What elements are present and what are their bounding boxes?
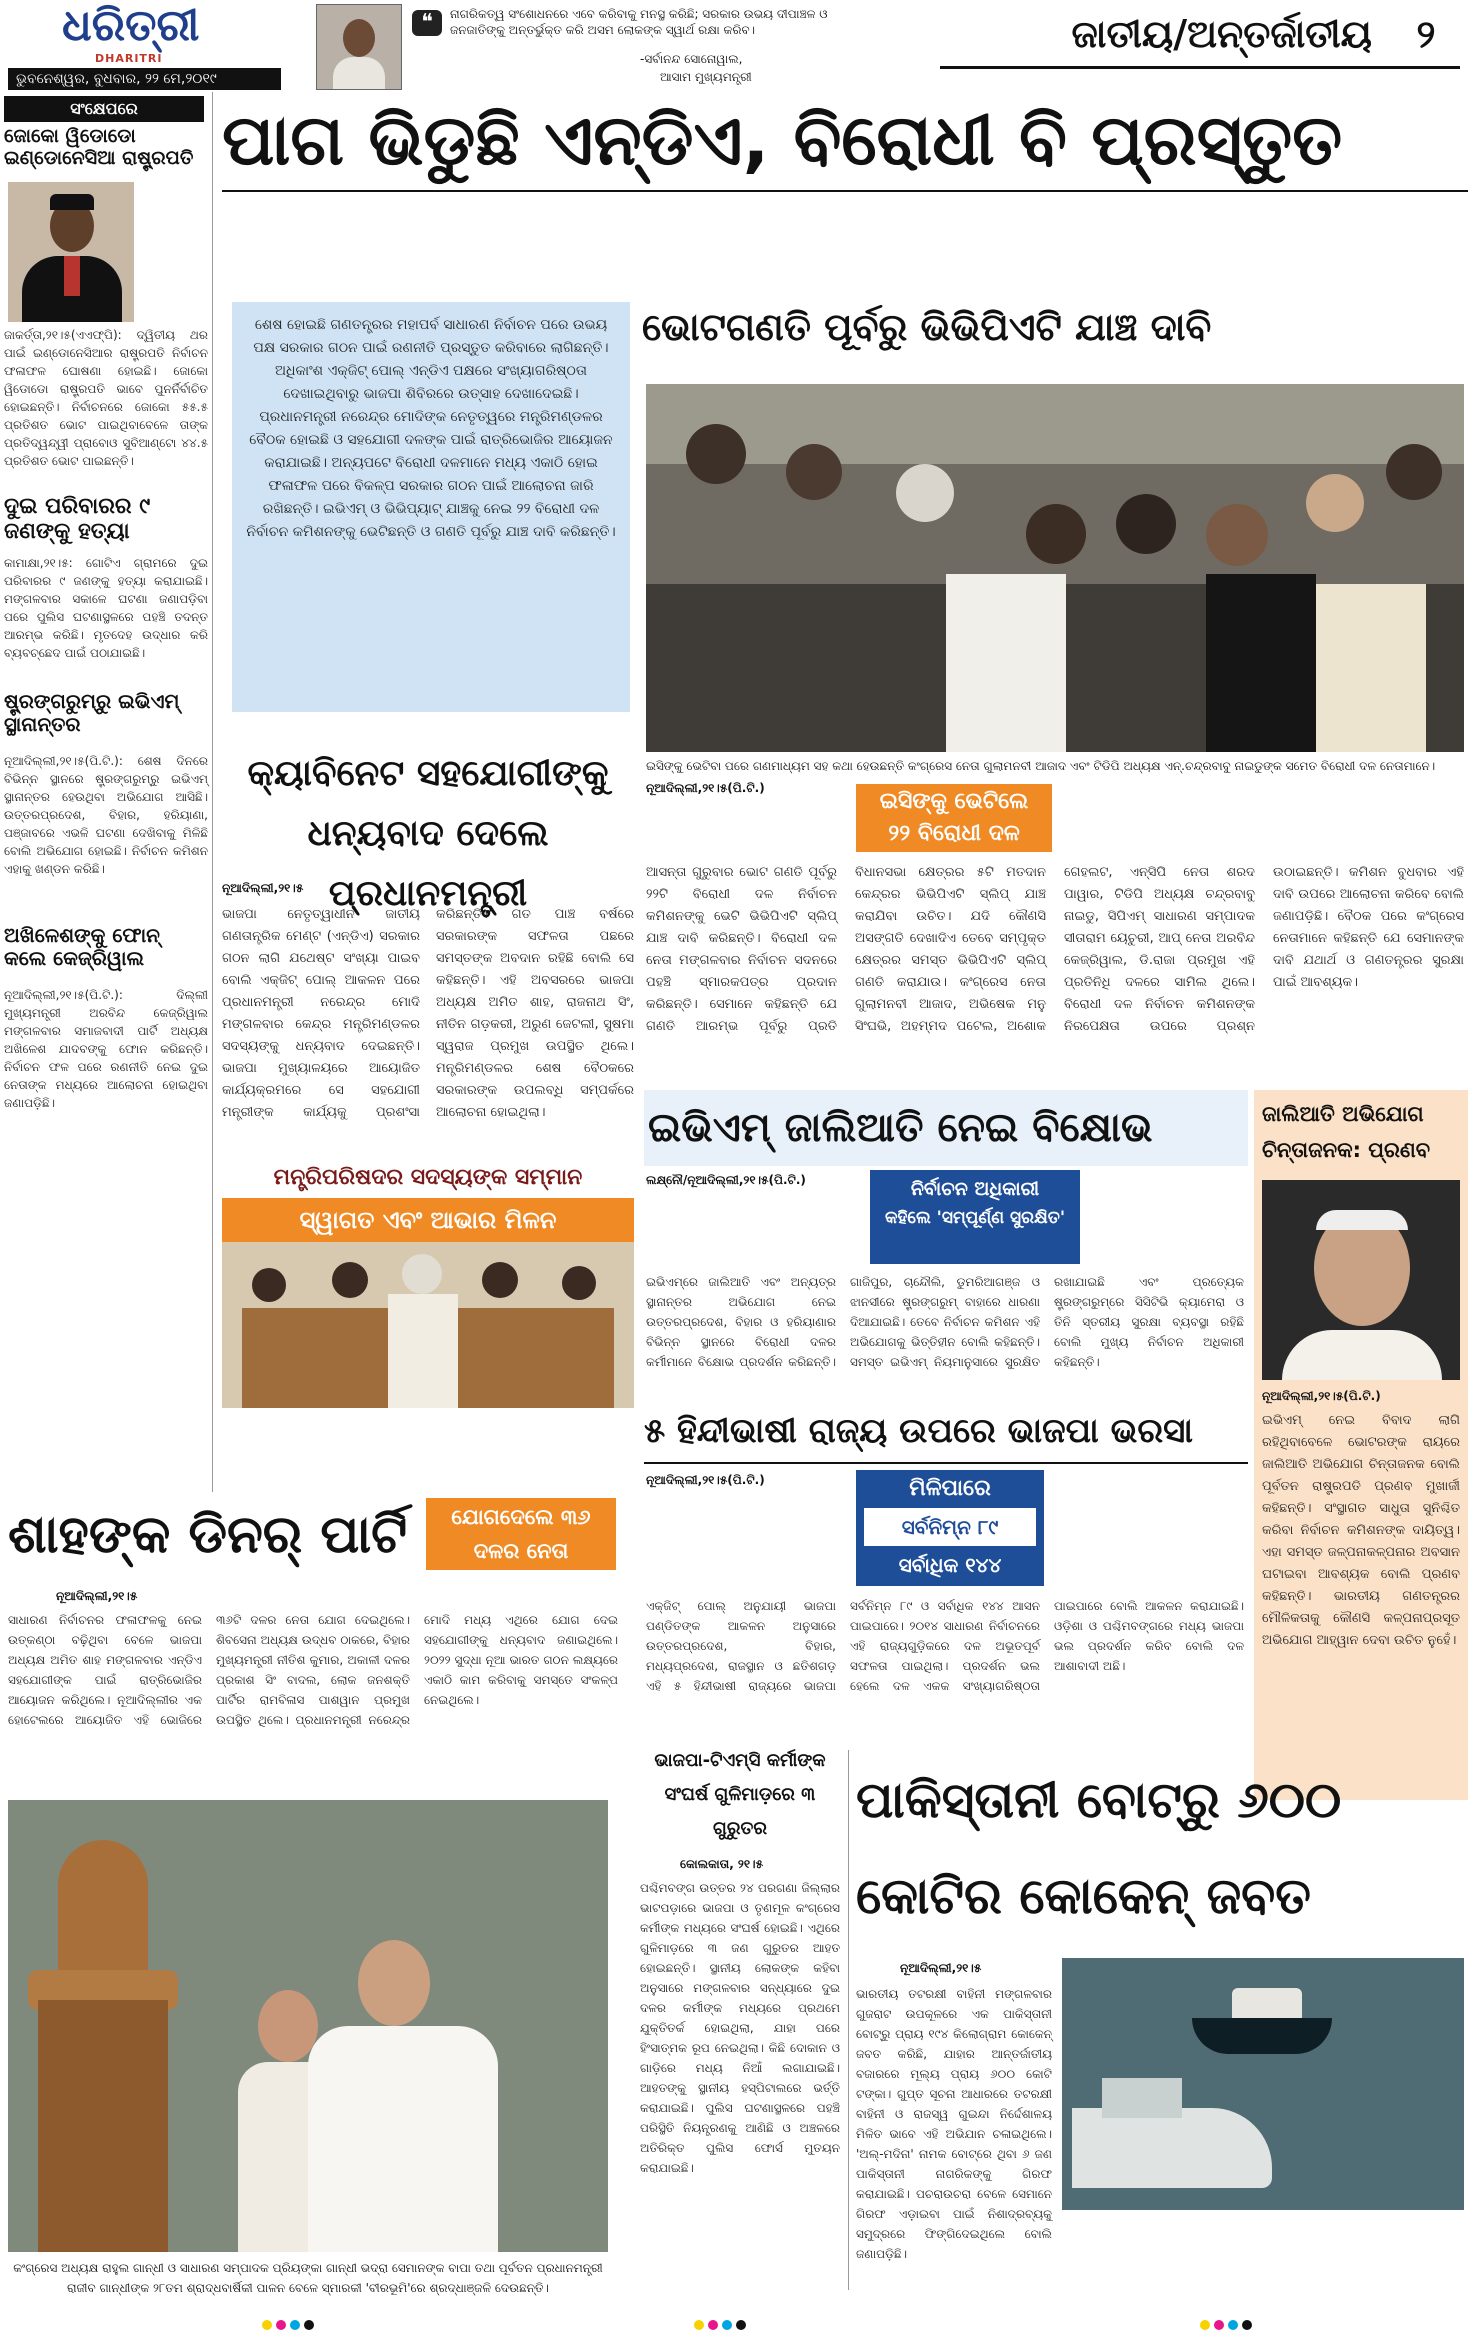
briefs-label: ସଂକ୍ଷେପରେ [4, 96, 204, 122]
jokowi-photo [8, 182, 134, 322]
hindi-tag-line-2: ସର୍ବନିମ୍ନ ୮୯ [864, 1508, 1036, 1546]
cocaine-body: ଭାରତୀୟ ତଟରକ୍ଷୀ ବାହିନୀ ମଙ୍ଗଳବାର ଗୁଜରାଟ ଉପକୂଳରେ ଏକ ପାକିସ୍ତାନୀ ବୋଟ୍‌ରୁ ପ୍ରାୟ ୧୯୪ କିଲୋଗ୍ରାମ କୋକେନ୍‌ ଜବତ କରିଛି, ଯାହାର ଆନ୍ତର୍ଜାତୀୟ ବଜାରରେ ମୂଲ୍ୟ ପ୍ରାୟ ୬୦୦ କୋଟି ଟଙ୍କା। ଗୁପ୍ତ ସୂଚନା ଆଧାରରେ ତଟରକ୍ଷୀ ବାହିନୀ ଓ ରାଜସ୍ୱ ଗୁଇନ୍ଦା ନିର୍ଦ୍ଦେଶାଳୟ ମିଳିତ ଭାବେ ଏହି ଅଭିଯାନ ଚଳାଇଥିଲେ। 'ଅଲ୍‌-ମଦିନା' ନାମକ ବୋଟ୍‌ରେ ଥିବା ୬ ଜଣ ପାକିସ୍ତାନୀ ନାଗରିକଙ୍କୁ ଗିରଫ କରାଯାଇଛି। ପଚରାଉଚରା ବେଳେ ସେମାନେ ଗିରଫ ଏଡ଼ାଇବା ପାଇଁ ନିଶାଦ୍ରବ୍ୟକୁ ସମୁଦ୍ରରେ ଫିଙ୍ଗିଦେଇଥିଲେ ବୋଲି ଜଣାପଡ଼ିଛି। [856, 1987, 1052, 2261]
brief-4-body: ନୂଆଦିଲ୍ଲୀ,୨୧।୫(ପି.ଟି.): ଦିଲ୍ଲୀ ମୁଖ୍ୟମନ୍ତ୍ରୀ ଅରବିନ୍ଦ କେଜ୍ରିୱାଲ ମଙ୍ଗଳବାର ସମାଜବାଦୀ ପାର୍ଟି ଅଧ୍ୟକ୍ଷ ଅଖିଳେଶ ଯାଦବଙ୍କୁ ଫୋନ କରିଛନ୍ତି। ନିର୍ବାଚନ ଫଳ ପରେ ରଣନୀତି ନେଇ ଦୁଇ ନେତାଙ୍କ ମଧ୍ୟରେ ଆଲୋଚନା ହୋଇଥିବା ଜଣାପଡ଼ିଛି। [4, 988, 208, 1110]
pranab-headline: ଜାଲିଆତି ଅଭିଯୋଗ ଚିନ୍ତାଜନକ: ପ୍ରଣବ [1262, 1102, 1431, 1162]
lead-subheadline: ଭୋଟଗଣତି ପୂର୍ବରୁ ଭିଭିପିଏଟି ଯାଞ୍ଚ ଦାବି [642, 305, 1212, 349]
masthead-rule [940, 66, 1460, 69]
bengal-divider [848, 1750, 849, 2290]
bengal-headline: ଭାଜପା-ଟିଏମ୍‌ସି କର୍ମୀଙ୍କ ସଂଘର୍ଷ ଗୁଳିମାଡ଼ରେ ୩ ଗୁରୁତର [654, 1750, 826, 1839]
evm-headline: ଇଭିଏମ୍‌ ଜାଲିଆତି ନେଇ ବିକ୍ଷୋଭ [644, 1090, 1248, 1166]
logo: ଧରିତ୍ରୀ [62, 0, 200, 51]
sidebar-divider [212, 92, 213, 1492]
pranab-dateline: ନୂଆଦିଲ୍ଲୀ,୨୧।୫(ପି.ଟି.) [1262, 1389, 1381, 1403]
hindi-dateline: ନୂଆଦିଲ୍ଲୀ,୨୧।୫(ପି.ଟି.) [646, 1473, 765, 1487]
bengal-body: ପଶ୍ଚିମବଙ୍ଗ ଉତ୍ତର ୨୪ ପରଗଣା ଜିଲ୍ଲାର ଭାଟପଡ଼ାରେ ଭାଜପା ଓ ତୃଣମୂଳ କଂଗ୍ରେସ କର୍ମୀଙ୍କ ମଧ୍ୟରେ ସଂଘର୍ଷ ହୋଇଛି। ଏଥିରେ ଗୁଳିମାଡ଼ରେ ୩ ଜଣ ଗୁରୁତର ଆହତ ହୋଇଛନ୍ତି। ସ୍ଥାନୀୟ ଲୋକଙ୍କ କହିବା ଅନୁସାରେ ମଙ୍ଗଳବାର ସନ୍ଧ୍ୟାରେ ଦୁଇ ଦଳର କର୍ମୀଙ୍କ ମଧ୍ୟରେ ପ୍ରଥମେ ଯୁକ୍ତିତର୍କ ହୋଇଥିଲା, ଯାହା ପରେ ହିଂସାତ୍ମକ ରୂପ ନେଇଥିଲା। କିଛି ଦୋକାନ ଓ ଗାଡ଼ିରେ ମଧ୍ୟ ନିଆଁ ଲଗାଯାଇଛି। ଆହତଙ୍କୁ ସ୍ଥାନୀୟ ହସ୍ପିଟାଲରେ ଭର୍ତ୍ତି କରାଯାଇଛି। ପୁଲିସ ଘଟଣାସ୍ଥଳରେ ପହଞ୍ଚି ପରିସ୍ଥିତି ନିୟନ୍ତ୍ରଣକୁ ଆଣିଛି ଓ ଅଞ୍ଚଳରେ ଅତିରିକ୍ତ ପୁଲିସ ଫୋର୍ସ ମୁତୟନ କରାଯାଇଛି। [640, 1881, 840, 2175]
dinner-tag-line-1: ଯୋଗଦେଲେ ୩୬ [451, 1505, 591, 1529]
lead-headline: ପାଗ ଭିଡୁଛି ଏନ୍‌ଡିଏ, ବିରୋଧୀ ବି ପ୍ରସ୍ତୁତ [222, 99, 1343, 181]
evm-tag-line-1: ନିର୍ବାଚନ ଅଧିକାରୀ [910, 1178, 1040, 1200]
hindi-rule [644, 1462, 1248, 1464]
evm-body: ଇଭିଏମ୍‌ରେ ଜାଲିଆତି ଏବଂ ଅନ୍ୟତ୍ର ସ୍ଥାନାନ୍ତର ଅଭିଯୋଗ ନେଇ ଉତ୍ତରପ୍ରଦେଶ, ବିହାର ଓ ହରିୟାଣାର ବିଭିନ୍ନ ସ୍ଥାନରେ ବିରୋଧୀ ଦଳର କର୍ମୀମାନେ ବିକ୍ଷୋଭ ପ୍ରଦର୍ଶନ କରିଛନ୍ତି। ଗାଜିପୁର, ଚାନ୍ଦୌଲି, ଡୁମରିଆଗଞ୍ଜ ଓ ଝାନସୀରେ ଷ୍ଟ୍ରଙ୍ଗରୁମ୍‌ ବାହାରେ ଧାରଣା ଦିଆଯାଇଛି। ତେବେ ନିର୍ବାଚନ କମିଶନ ଏହି ଅଭିଯୋଗକୁ ଭିତ୍ତିହୀନ ବୋଲି କହିଛନ୍ତି। ସମସ୍ତ ଇଭିଏମ୍‌ ନିୟମାନୁସାରେ ସୁରକ୍ଷିତ ରଖାଯାଇଛି ଏବଂ ପ୍ରତ୍ୟେକ ଷ୍ଟ୍ରଙ୍ଗରୁମ୍‌ରେ ସିସିଟିଭି କ୍ୟାମେରା ଓ ତିନି ସ୍ତରୀୟ ସୁରକ୍ଷା ବ୍ୟବସ୍ଥା ରହିଛି ବୋଲି ମୁଖ୍ୟ ନିର୍ବାଚନ ଅଧିକାରୀ କହିଛନ୍ତି। [646, 1275, 1244, 1369]
lead-dateline: ନୂଆଦିଲ୍ଲୀ,୨୧।୫(ପି.ଟି.) [646, 781, 765, 795]
briefs-column [4, 92, 210, 1492]
brief-3-headline: ଷ୍ଟ୍ରଙ୍ଗରୁମ୍‌ରୁ ଇଭିଏମ୍‌ ସ୍ଥାନାନ୍ତର [4, 689, 180, 736]
pranab-box [1254, 1090, 1468, 1800]
brief-4-headline: ଅଖିଳେଶଙ୍କୁ ଫୋନ୍‌ କଲେ କେଜ୍ରିୱାଲ [4, 923, 160, 970]
opposition-leaders-photo [646, 384, 1464, 752]
cabinet-banner-bottom: ସ୍ୱାଗତ ଏବଂ ଆଭାର ମିଳନ [222, 1198, 634, 1242]
evm-tag-line-2: କହିଲେ 'ସମ୍ପୂର୍ଣ୍ଣ ସୁରକ୍ଷିତ' [884, 1208, 1066, 1228]
evm-tag [870, 1170, 1080, 1264]
cocaine-headline: ପାକିସ୍ତାନୀ ବୋଟ୍‌ରୁ ୬୦୦ କୋଟିର କୋକେନ୍‌ ଜବତ [856, 1771, 1342, 1925]
coast-guard-boat-photo [1062, 1958, 1464, 2210]
lead-tag-line-1: ଇସିଙ୍କୁ ଭେଟିଲେ [879, 789, 1029, 814]
brief-2-headline: ଦୁଇ ପରିବାରର ୯ ଜଣଙ୍କୁ ହତ୍ୟା [4, 494, 151, 545]
lead-tag [856, 784, 1052, 852]
masthead-quote: ନାଗରିକତ୍ୱ ସଂଶୋଧନରେ ଏବେ କରିବାକୁ ମନସ୍ଥ କରିଛି; ସରକାର ଉଭୟ ଦୀପାଞ୍ଚଳ ଓ ଜନଜାତିଙ୍କୁ ଅନ୍ତର୍ଭୁକ୍ତ କରି ଅସମ ଲୋକଙ୍କ ସ୍ୱାର୍ଥ ରକ୍ଷା କରିବ। [450, 7, 828, 37]
lead-photo-caption: ଇସିଙ୍କୁ ଭେଟିବା ପରେ ଗଣମାଧ୍ୟମ ସହ କଥା ହେଉଛନ୍ତି କଂଗ୍ରେସ ନେତା ଗୁଲାମନବୀ ଆଜାଦ ଏବଂ ଟିଡିପି ଅଧ୍ୟକ୍ଷ ଏନ୍‌.ଚନ୍ଦ୍ରବାବୁ ନାଇଡୁଙ୍କ ସମେତ ବିରୋଧୀ ଦଳ ନେତାମାନେ। [646, 759, 1436, 773]
hindi-states-headline: ୫ ହିନ୍ଦୀଭାଷୀ ରାଜ୍ୟ ଉପରେ ଭାଜପା ଭରସା [644, 1411, 1194, 1451]
quote-role: ଆସାମ ମୁଖ୍ୟମନ୍ତ୍ରୀ [660, 70, 752, 84]
lead-body: ଆସନ୍ତା ଗୁରୁବାର ଭୋଟ ଗଣତି ପୂର୍ବରୁ ୨୨ଟି ବିରୋଧୀ ଦଳ ନିର୍ବାଚନ କମିଶନଙ୍କୁ ଭେଟି ଭିଭିପିଏଟି ସ୍ଲିପ୍‌ ଯାଞ୍ଚ ଦାବି କରିଛନ୍ତି। ବିରୋଧୀ ଦଳ ନେତା ମଙ୍ଗଳବାର ନିର୍ବାଚନ ସଦନରେ ପହଞ୍ଚି ସ୍ମାରକପତ୍ର ପ୍ରଦାନ କରିଛନ୍ତି। ସେମାନେ କହିଛନ୍ତି ଯେ ଗଣତି ଆରମ୍ଭ ପୂର୍ବରୁ ପ୍ରତି ବିଧାନସଭା କ୍ଷେତ୍ରର ୫ଟି ମତଦାନ କେନ୍ଦ୍ରର ଭିଭିପିଏଟି ସ୍ଲିପ୍‌ ଯାଞ୍ଚ କରାଯିବା ଉଚିତ। ଯଦି କୌଣସି ଅସଙ୍ଗତି ଦେଖାଦିଏ ତେବେ ସମ୍ପୃକ୍ତ କ୍ଷେତ୍ରର ସମସ୍ତ ଭିଭିପିଏଟି ସ୍ଲିପ୍‌ ଗଣତି କରାଯାଉ। କଂଗ୍ରେସ ନେତା ଗୁଲାମନବୀ ଆଜାଦ, ଅଭିଷେକ ମନୁ ସିଂଘଭି, ଅହମ୍ମଦ ପଟେଲ, ଅଶୋକ ଗେହଲଟ, ଏନ୍‌ସିପି ନେତା ଶରଦ ପାୱାର, ଟିଡିପି ଅଧ୍ୟକ୍ଷ ଚନ୍ଦ୍ରବାବୁ ନାଇଡୁ, ସିପିଏମ୍‌ ସାଧାରଣ ସମ୍ପାଦକ ସୀତାରାମ ୟେଚୁରୀ, ଆପ୍‌ ନେତା ଅରବିନ୍ଦ କେଜ୍ରିୱାଲ, ଡି.ରାଜା ପ୍ରମୁଖ ଏହି ପ୍ରତିନିଧି ଦଳରେ ସାମିଲ ଥିଲେ। ବିରୋଧୀ ଦଳ ନିର୍ବାଚନ କମିଶନଙ୍କ ନିରପେକ୍ଷତା ଉପରେ ପ୍ରଶ୍ନ ଉଠାଇଛନ୍ତି। କମିଶନ ବୁଧବାର ଏହି ଦାବି ଉପରେ ଆଲୋଚନା କରିବେ ବୋଲି ଜଣାପଡ଼ିଛି। ବୈଠକ ପରେ କଂଗ୍ରେସ ନେତାମାନେ କହିଛନ୍ତି ଯେ ସେମାନଙ୍କ ଦାବି ଯଥାର୍ଥ ଓ ଗଣତନ୍ତ୍ରର ସୁରକ୍ଷା ପାଇଁ ଆବଶ୍ୟକ। [646, 865, 1464, 1034]
section-title: ଜାତୀୟ/ଅନ୍ତର୍ଜାତୀୟ [1071, 12, 1372, 56]
dinner-dateline: ନୂଆଦିଲ୍ଲୀ,୨୧।୫ [56, 1589, 138, 1603]
hindi-tag-line-3: ସର୍ବାଧିକ ୧୪୪ [898, 1553, 1002, 1577]
cm-portrait [316, 4, 402, 90]
page-number: ୨ [1416, 12, 1436, 56]
hindi-body: ଏକ୍‌ଜିଟ୍‌ ପୋଲ୍‌ ଅନୁଯାୟୀ ଭାଜପା ପଣ୍ଡିତଙ୍କ ଆକଳନ ଅନୁସାରେ ଉତ୍ତରପ୍ରଦେଶ, ବିହାର, ମଧ୍ୟପ୍ରଦେଶ, ରାଜସ୍ଥାନ ଓ ଛତିଶଗଡ଼ ଏହି ୫ ହିନ୍ଦୀଭାଷୀ ରାଜ୍ୟରେ ଭାଜପା ସର୍ବନିମ୍ନ ୮୯ ଓ ସର୍ବାଧିକ ୧୪୪ ଆସନ ପାଇପାରେ। ୨୦୧୪ ସାଧାରଣ ନିର୍ବାଚନରେ ଏହି ରାଜ୍ୟଗୁଡ଼ିକରେ ଦଳ ଅଭୂତପୂର୍ବ ସଫଳତା ପାଇଥିଲା। ପ୍ରଦର୍ଶନ ଭଲ ହେଲେ ଦଳ ଏକକ ସଂଖ୍ୟାଗରିଷ୍ଠତା ପାଇପାରେ ବୋଲି ଆକଳନ କରାଯାଇଛି। ଓଡ଼ିଶା ଓ ପଶ୍ଚିମବଙ୍ଗରେ ମଧ୍ୟ ଭାଜପା ଭଲ ପ୍ରଦର୍ଶନ କରିବ ବୋଲି ଦଳ ଆଶାବାଦୀ ଅଛି। [646, 1599, 1244, 1693]
hindi-tag-line-1: ମିଳିପାରେ [909, 1476, 991, 1501]
cabinet-banner-top: ମନ୍ତ୍ରିପରିଷଦର ସଦସ୍ୟଙ୍କ ସମ୍ମାନ [222, 1158, 634, 1198]
brief-1-body: ଜାକର୍ତ୍ତା,୨୧।୫(ଏଏଫ୍ପି): ଦ୍ୱିତୀୟ ଥର ପାଇଁ ଇଣ୍ଡୋନେସିଆର ରାଷ୍ଟ୍ରପତି ନିର୍ବାଚନ ଫଳାଫଳ ଘୋଷଣା ହୋଇଛି। ଜୋକୋ ୱିଡୋଡୋ ରାଷ୍ଟ୍ରପତି ଭାବେ ପୁନର୍ନିର୍ବାଚିତ ହୋଇଛନ୍ତି। ନିର୍ବାଚନରେ ଜୋକୋ ୫୫.୫ ପ୍ରତିଶତ ଭୋଟ ପାଇଥିବାବେଳେ ତାଙ୍କ ପ୍ରତିଦ୍ୱନ୍ଦ୍ୱୀ ପ୍ରାବୋଓ ସୁବିଆଣ୍ଟୋ ୪୪.୫ ପ୍ରତିଶତ ଭୋଟ ପାଇଛନ୍ତି। [4, 328, 208, 468]
quote-author: -ସର୍ବାନନ୍ଦ ସୋନୋୱାଲ, [640, 52, 743, 66]
lead-tag-line-2: ୨୨ ବିରୋଧୀ ଦଳ [888, 821, 1020, 846]
hindi-tag [856, 1470, 1044, 1586]
lead-summary-box [232, 302, 630, 712]
issue-date: ଭୁବନେଶ୍ୱର, ବୁଧବାର, ୨୨ ମେ,୨୦୧୯ [8, 68, 281, 90]
rahul-priyanka-photo [8, 1800, 608, 2252]
masthead [0, 0, 1476, 92]
cabinet-body: ଭାଜପା ନେତୃତ୍ୱାଧୀନ ଜାତୀୟ ଗଣତାନ୍ତ୍ରିକ ମେଣ୍ଟ (ଏନ୍‌ଡିଏ) ସରକାର ଗଠନ ଲାଗି ଯଥେଷ୍ଟ ସଂଖ୍ୟା ପାଇବ ବୋଲି ଏକ୍‌ଜିଟ୍‌ ପୋଲ୍‌ ଆକଳନ ପରେ ପ୍ରଧାନମନ୍ତ୍ରୀ ନରେନ୍ଦ୍ର ମୋଦି ମଙ୍ଗଳବାର କେନ୍ଦ୍ର ମନ୍ତ୍ରିମଣ୍ଡଳର ସଦସ୍ୟଙ୍କୁ ଧନ୍ୟବାଦ ଦେଇଛନ୍ତି। ଭାଜପା ମୁଖ୍ୟାଳୟରେ ଆୟୋଜିତ କାର୍ଯ୍ୟକ୍ରମରେ ସେ ସହଯୋଗୀ ମନ୍ତ୍ରୀଙ୍କ କାର୍ଯ୍ୟକୁ ପ୍ରଶଂସା କରିଛନ୍ତି। ଗତ ପାଞ୍ଚ ବର୍ଷରେ ସରକାରଙ୍କ ସଫଳତା ପଛରେ ସମସ୍ତଙ୍କ ଅବଦାନ ରହିଛି ବୋଲି ସେ କହିଛନ୍ତି। ଏହି ଅବସରରେ ଭାଜପା ଅଧ୍ୟକ୍ଷ ଅମିତ ଶାହ, ରାଜନାଥ ସିଂ, ନୀତିନ ଗଡ଼କରୀ, ଅରୁଣ ଜେଟଲୀ, ସୁଷମା ସ୍ୱରାଜ ପ୍ରମୁଖ ଉପସ୍ଥିତ ଥିଲେ। ମନ୍ତ୍ରିମଣ୍ଡଳର ଶେଷ ବୈଠକରେ ସରକାରଙ୍କ ଉପଲବ୍ଧି ସମ୍ପର୍କରେ ଆଲୋଚନା ହୋଇଥିଲା। [222, 907, 634, 1120]
brief-1-headline: ଜୋକୋ ୱିଡୋଡୋ ଇଣ୍ଡୋନେସିଆ ରାଷ୍ଟ୍ରପତି [4, 125, 194, 169]
cocaine-photo-caption [1062, 2214, 1464, 2286]
cabinet-headline: କ୍ୟାବିନେଟ ସହଯୋଗୀଙ୍କୁ ଧନ୍ୟବାଦ ଦେଲେ ପ୍ରଧାନମନ୍ତ୍ରୀ [247, 753, 609, 914]
dinner-tag [426, 1498, 616, 1570]
print-registration-marks [0, 2316, 1476, 2336]
cocaine-dateline: ନୂଆଦିଲ୍ଲୀ,୨୧।୫ [900, 1961, 982, 1975]
rahul-photo-caption: କଂଗ୍ରେସ ଅଧ୍ୟକ୍ଷ ରାହୁଲ ଗାନ୍ଧୀ ଓ ସାଧାରଣ ସମ୍ପାଦକ ପ୍ରିୟଙ୍କା ଗାନ୍ଧୀ ଭଦ୍ରା ସେମାନଙ୍କ ବାପା ତଥା ପୂର୍ବତନ ପ୍ରଧାନମନ୍ତ୍ରୀ ରାଜୀବ ଗାନ୍ଧୀଙ୍କ ୨୮ତମ ଶ୍ରାଦ୍ଧବାର୍ଷିକୀ ପାଳନ ବେଳେ ସ୍ମାରକୀ 'ବୀରଭୂମି'ରେ ଶ୍ରଦ୍ଧାଞ୍ଜଳି ଦେଉଛନ୍ତି। [13, 2261, 603, 2295]
lead-summary: ଶେଷ ହୋଇଛି ଗଣତନ୍ତ୍ରର ମହାପର୍ବ ସାଧାରଣ ନିର୍ବାଚନ ପରେ ଉଭୟ ପକ୍ଷ ସରକାର ଗଠନ ପାଇଁ ରଣନୀତି ପ୍ରସ୍ତୁତ କରିବାରେ ଲାଗିଛନ୍ତି। ଅଧିକାଂଶ ଏକ୍‌ଜିଟ୍‌ ପୋଲ୍‌ ଏନ୍‌ଡିଏ ପକ୍ଷରେ ସଂଖ୍ୟାଗରିଷ୍ଠତା ଦେଖାଇଥିବାରୁ ଭାଜପା ଶିବିରରେ ଉତ୍ସାହ ଦେଖାଦେଇଛି। ପ୍ରଧାନମନ୍ତ୍ରୀ ନରେନ୍ଦ୍ର ମୋଦିଙ୍କ ନେତୃତ୍ୱରେ ମନ୍ତ୍ରିମଣ୍ଡଳର ବୈଠକ ହୋଇଛି ଓ ସହଯୋଗୀ ଦଳଙ୍କ ପାଇଁ ରାତ୍ରିଭୋଜିର ଆୟୋଜନ କରାଯାଇଛି। ଅନ୍ୟପଟେ ବିରୋଧୀ ଦଳମାନେ ମଧ୍ୟ ଏକାଠି ହୋଇ ଫଳାଫଳ ପରେ ବିକଳ୍ପ ସରକାର ଗଠନ ପାଇଁ ଆଲୋଚନା ଜାରି ରଖିଛନ୍ତି। ଇଭିଏମ୍‌ ଓ ଭିଭିପ୍ୟାଟ୍‌ ଯାଞ୍ଚକୁ ନେଇ ୨୨ ବିରୋଧୀ ଦଳ ନିର୍ବାଚନ କମିଶନଙ୍କୁ ଭେଟିଛନ୍ତି ଓ ଗଣତି ପୂର୍ବରୁ ଯାଞ୍ଚ ଦାବି କରିଛନ୍ତି। [246, 317, 616, 540]
brief-3-body: ନୂଆଦିଲ୍ଲୀ,୨୧।୫(ପି.ଟି.): ଶେଷ ଦିନରେ ବିଭିନ୍ନ ସ୍ଥାନରେ ଷ୍ଟ୍ରଙ୍ଗରୁମ୍‌ରୁ ଇଭିଏମ୍‌ ସ୍ଥାନାନ୍ତର ହେଉଥିବା ଅଭିଯୋଗ ଆସିଛି। ଉତ୍ତରପ୍ରଦେଶ, ବିହାର, ହରିୟାଣା, ପଞ୍ଜାବରେ ଏଭଳି ଘଟଣା ଦେଖିବାକୁ ମିଳିଛି ବୋଲି ଅଭିଯୋଗ ହୋଇଛି। ନିର୍ବାଚନ କମିଶନ ଏହାକୁ ଖଣ୍ଡନ କରିଛି। [4, 754, 208, 876]
pranab-body: ଇଭିଏମ୍‌ ନେଇ ବିବାଦ ଲାଗି ରହିଥିବାବେଳେ ଭୋଟରଙ୍କ ରାୟରେ ଜାଲିଆତି ଅଭିଯୋଗ ଚିନ୍ତାଜନକ ବୋଲି ପୂର୍ବତନ ରାଷ୍ଟ୍ରପତି ପ୍ରଣବ ମୁଖାର୍ଜୀ କହିଛନ୍ତି। ସଂସ୍ଥାଗତ ସାଧୁତା ସୁନିଶ୍ଚିତ କରିବା ନିର୍ବାଚନ କମିଶନଙ୍କ ଦାୟିତ୍ୱ। ଏହା ସମସ୍ତ ଜଳ୍ପନାକଳ୍ପନାର ଅବସାନ ଘଟାଇବା ଆବଶ୍ୟକ ବୋଲି ପ୍ରଣବ କହିଛନ୍ତି। ଭାରତୀୟ ଗଣତନ୍ତ୍ରର ମୌଳିକତାକୁ କୌଣସି କଳ୍ପନାପ୍ରସୂତ ଅଭିଯୋଗ ଆହ୍ୱାନ ଦେବା ଉଚିତ ନୁହେଁ। [1262, 1413, 1460, 1648]
lead-rule [222, 190, 1468, 192]
evm-dateline: ଲକ୍ଷ୍ନୌ/ନୂଆଦିଲ୍ଲୀ,୨୧।୫(ପି.ଟି.) [646, 1173, 806, 1187]
logo-sub: DHARITRI [95, 52, 163, 65]
dinner-body: ସାଧାରଣ ନିର୍ବାଚନର ଫଳାଫଳକୁ ନେଇ ଉତ୍କଣ୍ଠା ବଢ଼ିଥିବା ବେଳେ ଭାଜପା ଅଧ୍ୟକ୍ଷ ଅମିତ ଶାହ ମଙ୍ଗଳବାର ଏନ୍‌ଡିଏ ସହଯୋଗୀଙ୍କ ପାଇଁ ରାତ୍ରିଭୋଜିର ଆୟୋଜନ କରିଥିଲେ। ନୂଆଦିଲ୍ଲୀର ଏକ ହୋଟେଲରେ ଆୟୋଜିତ ଏହି ଭୋଜିରେ ୩୬ଟି ଦଳର ନେତା ଯୋଗ ଦେଇଥିଲେ। ଶିବସେନା ଅଧ୍ୟକ୍ଷ ଉଦ୍ଧବ ଠାକରେ, ବିହାର ମୁଖ୍ୟମନ୍ତ୍ରୀ ନୀତିଶ କୁମାର, ଅକାଳୀ ଦଳର ପ୍ରକାଶ ସିଂ ବାଦଲ, ଲୋକ ଜନଶକ୍ତି ପାର୍ଟିର ରାମବିଳାସ ପାଶୱାନ ପ୍ରମୁଖ ଉପସ୍ଥିତ ଥିଲେ। ପ୍ରଧାନମନ୍ତ୍ରୀ ନରେନ୍ଦ୍ର ମୋଦି ମଧ୍ୟ ଏଥିରେ ଯୋଗ ଦେଇ ସହଯୋଗୀଙ୍କୁ ଧନ୍ୟବାଦ ଜଣାଇଥିଲେ। ୨୦୨୨ ସୁଦ୍ଧା ନୂଆ ଭାରତ ଗଠନ ଲକ୍ଷ୍ୟରେ ଏକାଠି କାମ କରିବାକୁ ସମସ୍ତେ ସଂକଳ୍ପ ନେଇଥିଲେ। [8, 1613, 618, 1727]
quote-icon: ❝ [412, 10, 442, 36]
pranab-photo [1262, 1180, 1460, 1380]
brief-2-body: କାମାକ୍ଷା,୨୧।୫: ଗୋଟିଏ ଗ୍ରାମରେ ଦୁଇ ପରିବାରର ୯ ଜଣଙ୍କୁ ହତ୍ୟା କରାଯାଇଛି। ମଙ୍ଗଳବାର ସକାଳେ ଘଟଣା ଜଣାପଡ଼ିବା ପରେ ପୁଲିସ ଘଟଣାସ୍ଥଳରେ ପହଞ୍ଚି ତଦନ୍ତ ଆରମ୍ଭ କରିଛି। ମୃତଦେହ ଉଦ୍ଧାର କରି ବ୍ୟବଚ୍ଛେଦ ପାଇଁ ପଠାଯାଇଛି। [4, 556, 208, 660]
cabinet-photo [222, 1158, 634, 1408]
dinner-headline: ଶାହଙ୍କ ଡିନର୍‌ ପାର୍ଟି [8, 1505, 408, 1565]
bengal-dateline: କୋଲକାତା, ୨୧।୫ [680, 1857, 764, 1871]
dinner-tag-line-2: ଦଳର ନେତା [473, 1539, 569, 1563]
cabinet-dateline: ନୂଆଦିଲ୍ଲୀ,୨୧।୫ [222, 881, 304, 895]
